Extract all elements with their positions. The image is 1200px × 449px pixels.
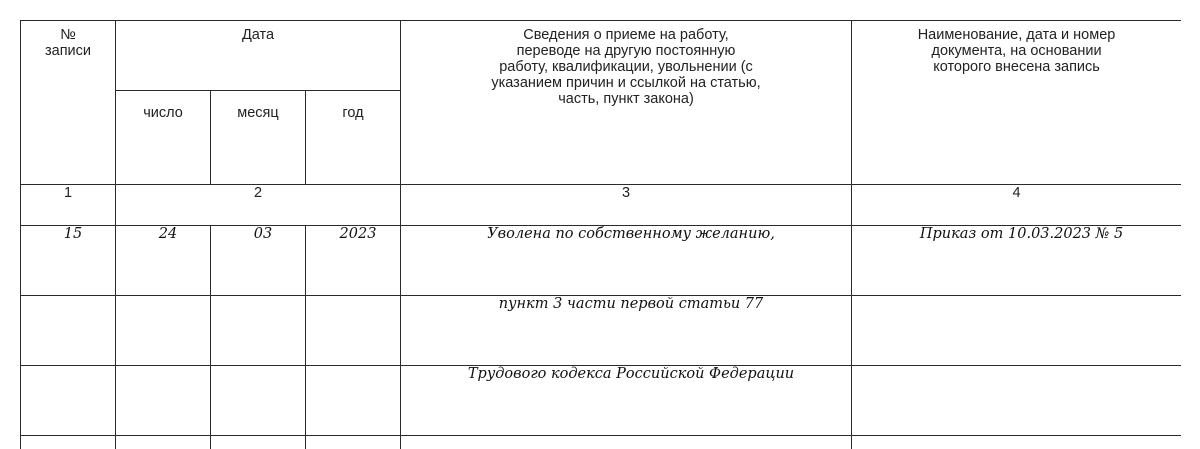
header-month [211,91,306,185]
entry-document [852,366,1181,436]
column-number-3: 3 [401,185,852,226]
entry-document [852,296,1181,366]
entry-record-number [21,366,116,436]
header-document [852,21,1181,185]
work-record-table [20,20,1181,449]
empty-cell [306,436,401,449]
entry-record-number [21,296,116,366]
column-number-row [21,185,1182,226]
work-record-sheet [20,20,1181,449]
entry-month [211,296,306,366]
header-year [306,91,401,185]
empty-cell [211,436,306,449]
table-row [21,366,1182,436]
column-number-4: 4 [852,185,1181,226]
header-year-label: год [342,105,364,121]
header-record-number-label: № записи [44,27,91,59]
table-row [21,296,1182,366]
entry-month: 03 [211,226,306,296]
entry-document: Приказ от 10.03.2023 № 5 [852,226,1181,296]
header-date-label: Дата [241,27,275,43]
entry-year [306,366,401,436]
entry-info: пункт 3 части первой статьи 77 [401,296,852,366]
entry-month [211,366,306,436]
header-info-label: Сведения о приеме на работу, переводе на другую постоянную работу, квалификации, увольнении (с указанием причин и ссылкой на статью, часть, пункт закона) [491,27,761,107]
header-document-label: Наименование, дата и номер документа, на основании которого внесена запись [917,27,1116,75]
header-month-label: месяц [237,105,279,121]
entry-day: 24 [116,226,211,296]
entry-day [116,366,211,436]
entry-year: 2023 [306,226,401,296]
column-number-1: 1 [21,185,116,226]
header-day-label: число [143,105,183,121]
header-date [116,21,401,91]
header-row [21,21,1182,91]
table-row [21,226,1182,296]
entry-record-number: 15 [21,226,116,296]
entry-day [116,296,211,366]
header-record-number [21,21,116,185]
empty-cell [852,436,1181,449]
entry-info: Уволена по собственному желанию, [401,226,852,296]
header-info [401,21,852,185]
empty-cell [21,436,116,449]
entry-year [306,296,401,366]
entry-info: Трудового кодекса Российской Федерации [401,366,852,436]
table-row-empty [21,436,1182,449]
column-number-2: 2 [116,185,401,226]
empty-cell [401,436,852,449]
empty-cell [116,436,211,449]
header-day [116,91,211,185]
